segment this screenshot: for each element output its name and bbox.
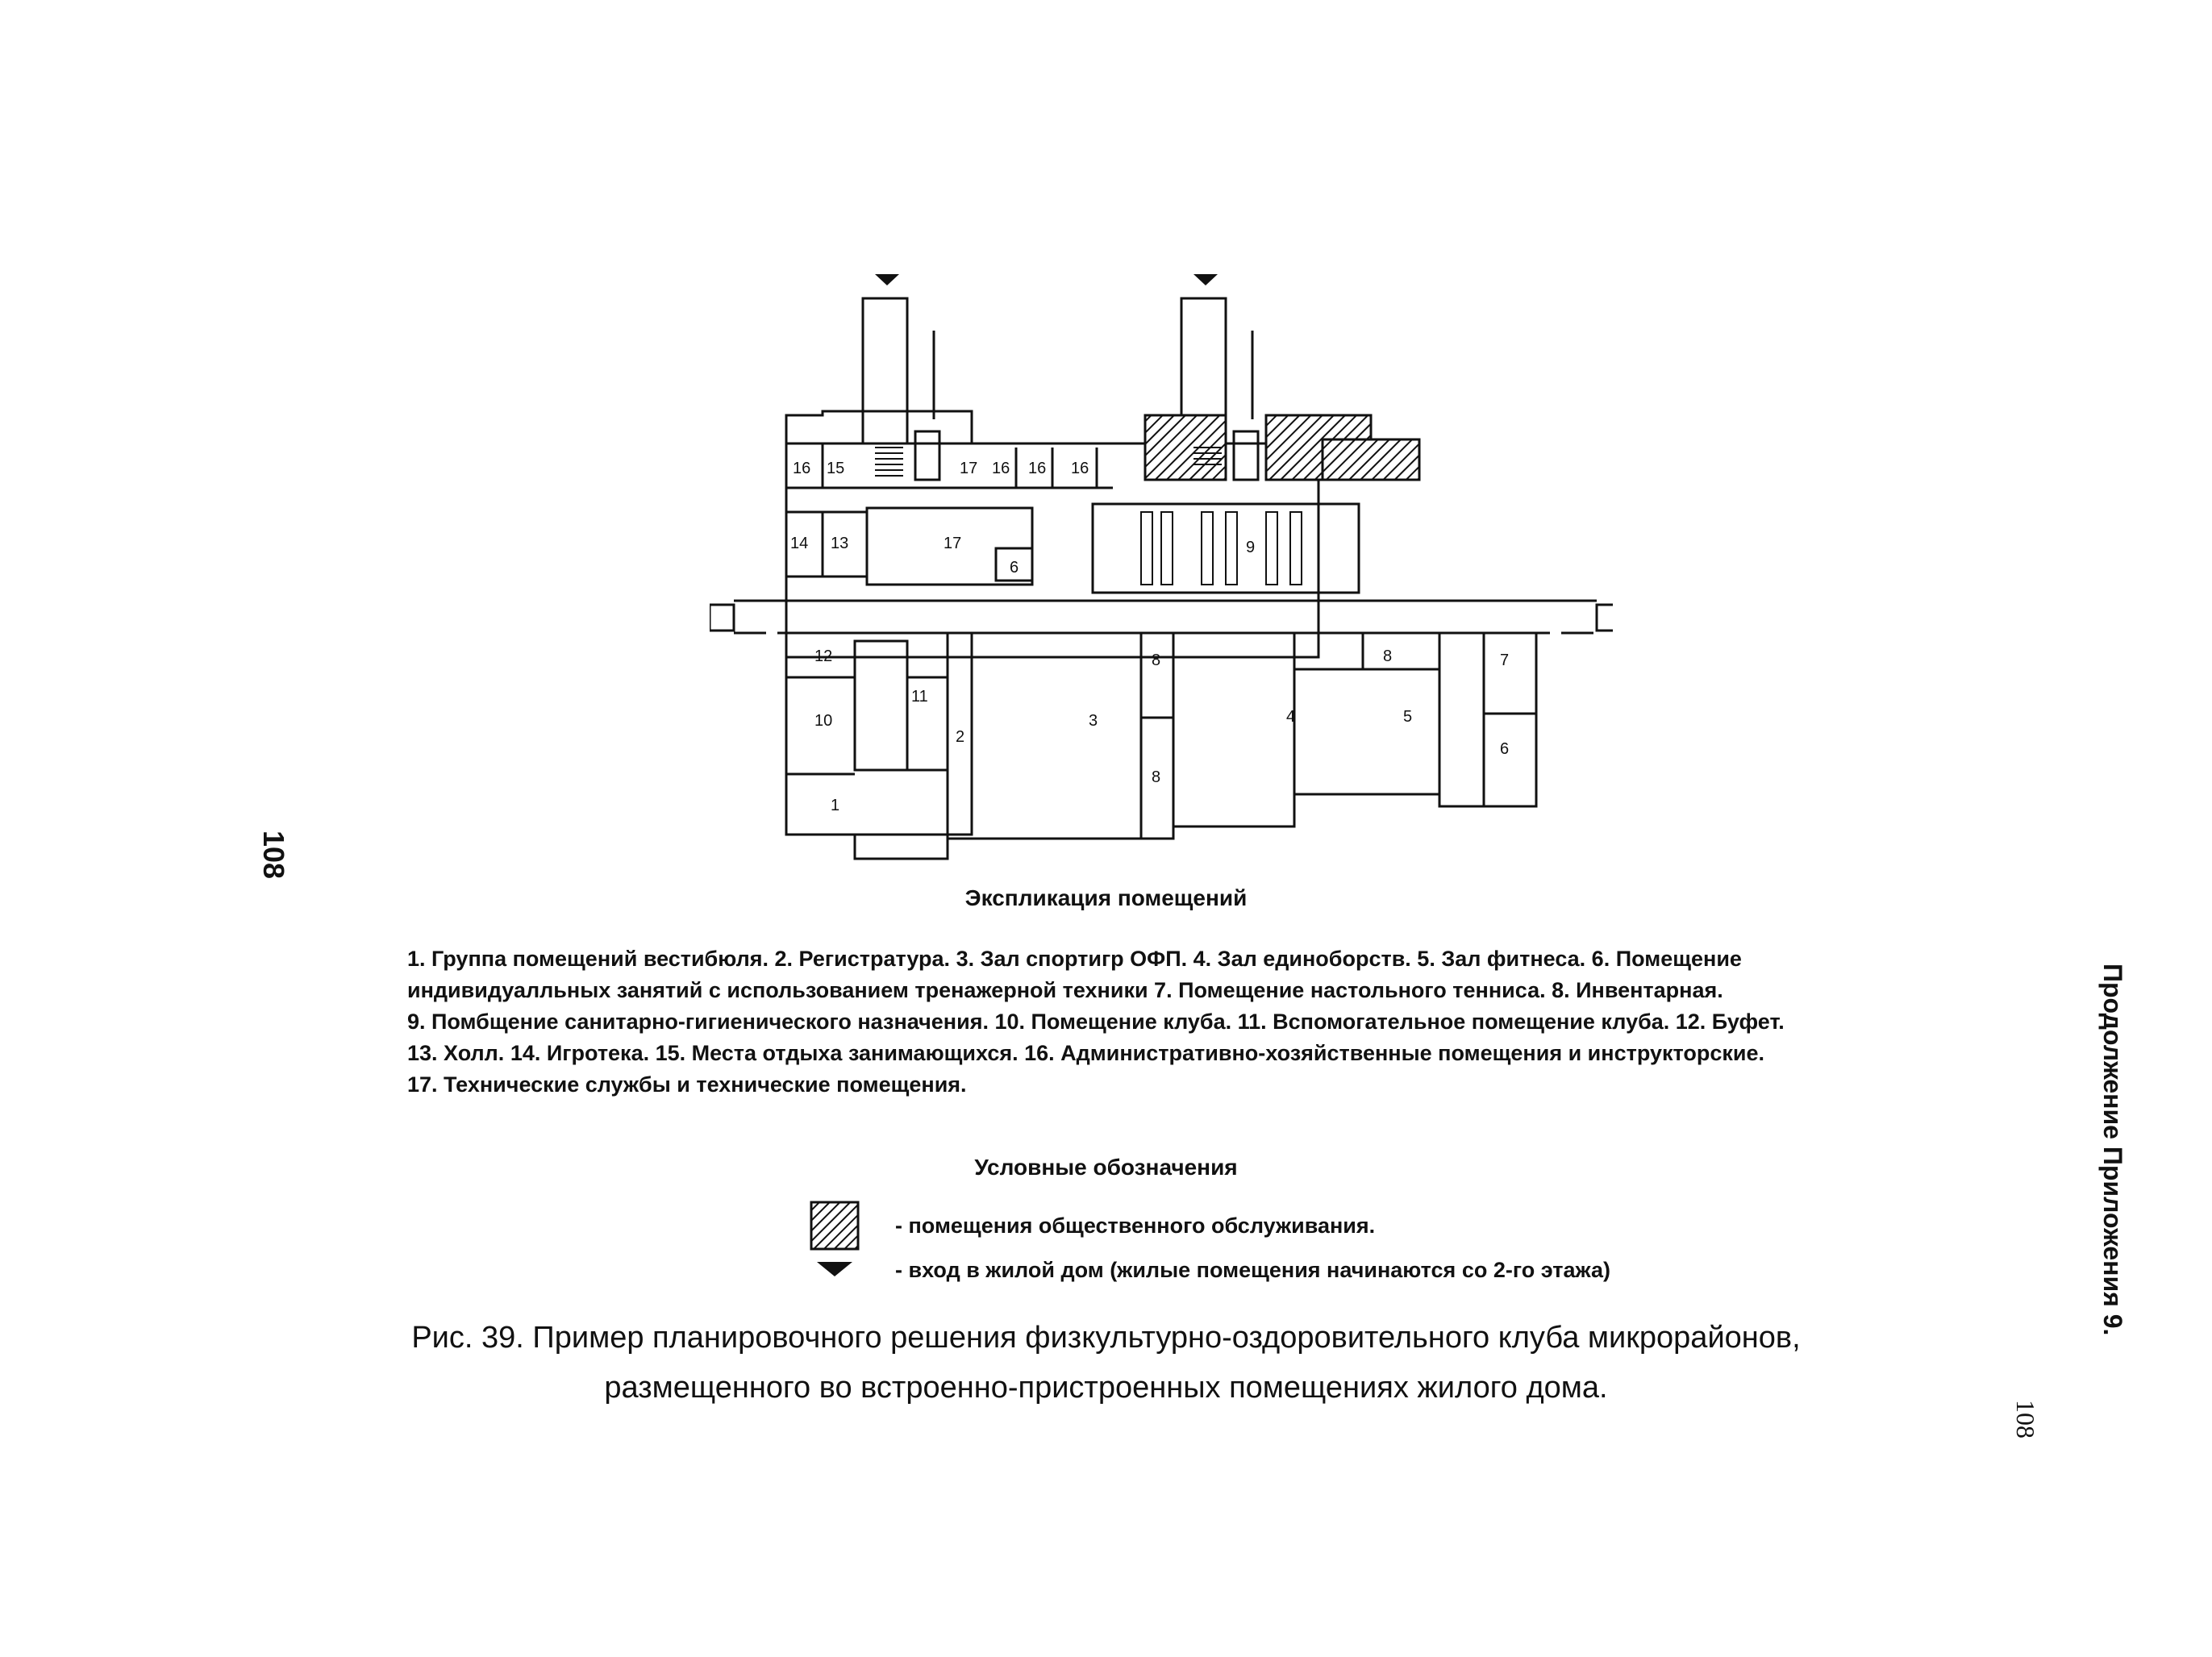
room-number-label: 8 — [1383, 647, 1393, 665]
floor-plan-drawing — [710, 274, 1613, 871]
legend-heading: Условные обозначения — [974, 1155, 1238, 1180]
room-number-label: 15 — [827, 460, 845, 477]
explication-line: 17. Технические службы и технические помещения. — [407, 1072, 967, 1097]
room-number-label: 5 — [1403, 708, 1413, 726]
page-number-right: 108 — [2011, 1400, 2040, 1438]
room-number-label: 2 — [956, 728, 965, 746]
room-number-label: 6 — [1010, 559, 1019, 577]
room-number-label: 17 — [960, 460, 978, 477]
explication-list — [407, 943, 1891, 1101]
room-number-label: 11 — [911, 688, 928, 706]
entrance-arrow-icon — [806, 1242, 863, 1298]
room-number-label: 13 — [831, 535, 849, 552]
room-number-label: 12 — [814, 647, 833, 665]
room-number-label: 7 — [1500, 652, 1510, 669]
legend-text: - вход в жилой дом (жилые помещения начинаются со 2-го этажа) — [895, 1257, 1610, 1282]
room-number-label: 16 — [1028, 460, 1047, 477]
room-number-label: 16 — [1071, 460, 1089, 477]
caption-line-1: Рис. 39. Пример планировочного решения физкультурно-оздоровительного клуба микрорайонов, — [411, 1321, 1801, 1355]
explication-heading: Экспликация помещений — [964, 885, 1248, 910]
explication-line: 1. Группа помещений вестибюля. 2. Регистратура. 3. Зал спортигр ОФП. 4. Зал единоборств. 5. Зал фитнеса. 6. Помещение — [407, 947, 1742, 971]
caption-line-2: размещенного во встроенно-пристроенных помещениях жилого дома. — [604, 1371, 1608, 1405]
appendix-side-title: Продолжение Приложения 9. — [2098, 964, 2127, 1336]
room-number-label: 4 — [1286, 708, 1296, 726]
room-number-label: 17 — [944, 535, 962, 552]
room-number-label: 1 — [831, 797, 840, 814]
room-number-label: 3 — [1089, 712, 1098, 730]
room-number-label: 16 — [992, 460, 1010, 477]
legend-text: - помещения общественного обслуживания. — [895, 1213, 1376, 1238]
figure-caption — [0, 1313, 2212, 1413]
explication-line: 13. Холл. 14. Игротека. 15. Места отдыха занимающихся. 16. Административно-хозяйственные помещения и инструкторские. — [407, 1041, 1764, 1065]
room-number-label: 8 — [1152, 652, 1161, 669]
explication-line: индивидуалльных занятий с использованием тренажерной техники 7. Помещение настольного тенниса. 8. Инвентарная. — [407, 978, 1723, 1002]
room-number-label: 9 — [1246, 539, 1256, 556]
page-number-left: 108 — [257, 830, 290, 880]
room-number-label: 16 — [793, 460, 811, 477]
room-number-label: 14 — [790, 535, 809, 552]
room-number-label: 8 — [1152, 768, 1161, 786]
room-number-label: 10 — [814, 712, 833, 730]
explication-line: 9. Помбщение санитарно-гигиенического назначения. 10. Помещение клуба. 11. Вспомогательное помещение клуба. 12. Буфет. — [407, 1010, 1785, 1034]
legend-item-entrance — [806, 1242, 1610, 1298]
room-number-label: 6 — [1500, 740, 1510, 758]
